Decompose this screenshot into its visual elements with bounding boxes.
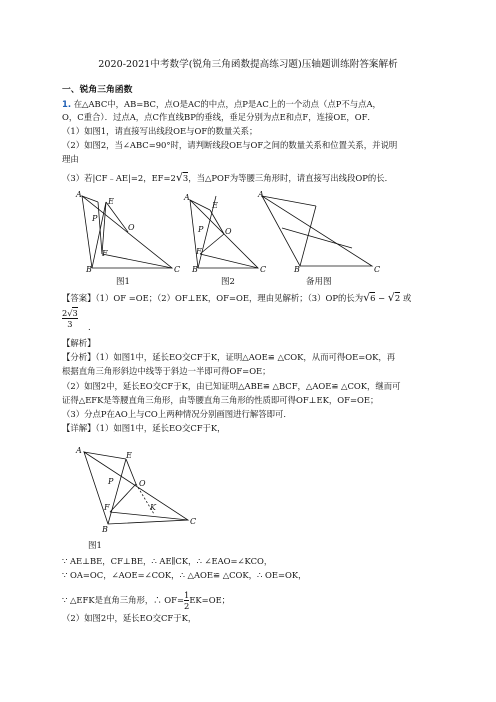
problem-number: 1. — [62, 99, 72, 109]
numerator-coef: 2 — [62, 308, 68, 318]
fig2-caption: 图2 — [221, 277, 235, 287]
xiangjie-text: （1）如图1中，延长EO交CF于K， — [95, 423, 226, 433]
solution-line-1: ∵ AE⊥BE，CF⊥BE，∴ AE∥CK，∴ ∠EAO=∠KCO， — [62, 556, 273, 566]
fraction-bar — [62, 318, 78, 329]
answer-or: 或 — [400, 293, 412, 303]
fraction-numerator — [62, 308, 78, 318]
fig2-label-c: C — [260, 265, 267, 274]
fig1-label-p: P — [92, 214, 98, 223]
detail-label-a: A — [76, 446, 82, 455]
question-3-prefix: （3）若|CF﹣AE|=2，EF=2 — [62, 173, 176, 183]
sqrt-sign: √ — [67, 308, 73, 318]
fig3-label-a: A — [258, 190, 264, 199]
detail-label-k: K — [150, 503, 156, 512]
detail-label-p: P — [108, 477, 114, 486]
fenxi-line-5: （3）分点P在AO上与CO上两种情况分别画图进行解答即可． — [62, 409, 292, 419]
page-title: 2020-2021中考数学(锐角三角函数提高练习题)压轴题训练附答案解析 — [98, 59, 398, 70]
detail-label-c: C — [190, 517, 197, 526]
fig2-label-o: O — [225, 227, 232, 236]
question-3-suffix: ，当△POF为等腰三角形时，请直接写出线段OP的长． — [188, 173, 393, 183]
fig1-label-c: C — [174, 265, 181, 274]
fig2-label-p: P — [198, 225, 204, 234]
fig1-label-b: B — [86, 265, 92, 274]
fenxi-line-4: 证得△EFK是等腰直角三角形，由等腰直角三角形的性质即可得OF⊥EK，OF=OE； — [62, 395, 379, 405]
fig3-label-b: B — [294, 265, 300, 274]
fig1-label-e: E — [108, 197, 114, 206]
detail-label-f: F — [104, 503, 110, 512]
question-2b: 理由 — [62, 154, 79, 164]
section-heading: 一、锐角三角函数 — [62, 85, 133, 95]
analysis-tag: 【解析】 — [62, 338, 96, 348]
fig3-caption: 备用图 — [306, 277, 332, 287]
answer-line — [62, 292, 411, 304]
fig2-label-b: B — [192, 265, 198, 274]
xiangjie-tag: 【详解】 — [62, 423, 96, 433]
solution-line-2: ∵ OA=OC，∠AOE=∠COK，∴ △AOE≌ △COK，∴ OE=OK， — [62, 570, 307, 580]
numerator-radicand: 3 — [72, 308, 78, 318]
problem-line-1 — [62, 99, 381, 110]
solution-3-suffix: EK=OE； — [189, 595, 231, 605]
fraction-denominator: 3 — [67, 319, 73, 329]
figures-row — [62, 188, 412, 288]
answer-minus: − — [375, 293, 388, 303]
half-denominator: 2 — [183, 601, 190, 611]
half-numerator: 1 — [183, 590, 190, 600]
answer-rad-1: 6 — [370, 293, 376, 303]
sqrt-sign: √ — [387, 291, 395, 304]
fenxi-line-2: 根据直角三角形斜边中线等于斜边一半即可得OF=OE； — [62, 366, 271, 376]
fenxi-tag: 【分析】 — [62, 352, 96, 362]
answer-tag: 【答案】 — [62, 293, 96, 303]
fig2-label-f: F — [196, 247, 202, 256]
fig1-label-o: O — [128, 223, 135, 232]
detail-label-e: E — [126, 451, 132, 460]
fig1-label-a: A — [76, 190, 82, 199]
answer-fraction — [62, 308, 78, 329]
problem-text-1: 在△ABC中，AB=BC，点O是AC的中点，点P是AC上的一个动点（点P不与点A， — [73, 99, 381, 109]
fenxi-line-1 — [62, 352, 395, 363]
xiangjie-line — [62, 423, 226, 434]
question-1: （1）如图1，请直接写出线段OE与OF的数量关系； — [62, 126, 258, 136]
solution-line-4: （2）如图2中，延长EO交CF于K， — [62, 613, 197, 623]
fenxi-line-3: （2）如图2中，延长EO交CF于K，由已知证明△ABE≌ △BCF，△AOE≌ △COK，继而可 — [62, 381, 401, 391]
problem-line-2: O，C重合）．过点A，点C作直线BP的垂线，垂足分别为点E和点F，连接OE，OF． — [62, 112, 376, 122]
sqrt-radicand: 3 — [182, 173, 189, 183]
question-3 — [62, 172, 393, 184]
solution-3-prefix: ∵ △EFK是直角三角形，∴ OF= — [62, 595, 184, 605]
fenxi-text-1a: （1）如图1中，延长EO交CF于K，证明△AOE≌ △COK，从而可得OE=OK，再 — [95, 352, 396, 362]
fig1-label-f: F — [102, 249, 108, 258]
answer-end: . — [88, 322, 91, 332]
sqrt-sign: √ — [175, 171, 183, 184]
answer-text: （1）OF =OE；（2）OF⊥EK，OF=OE，理由见解析；（3）OP的长为 — [95, 293, 364, 303]
fig2-label-e: E — [212, 201, 218, 210]
answer-rad-2: 2 — [394, 293, 401, 303]
question-2a: （2）如图2，当∠ABC=90°时，请判断线段OE与OF之间的数量关系和位置关系，并说明 — [62, 140, 398, 150]
detail-label-b: B — [102, 525, 108, 534]
fig2-label-a: A — [184, 193, 190, 202]
detail-label-o: O — [139, 479, 146, 488]
detail-figure — [62, 438, 212, 552]
sqrt-sign: √ — [363, 291, 371, 304]
figure-3 — [262, 196, 372, 266]
fig3-label-c: C — [374, 265, 381, 274]
figure-1 — [82, 196, 172, 268]
detail-caption: 图1 — [88, 541, 102, 551]
fig1-caption: 图1 — [116, 277, 130, 287]
solution-line-3 — [62, 590, 230, 611]
